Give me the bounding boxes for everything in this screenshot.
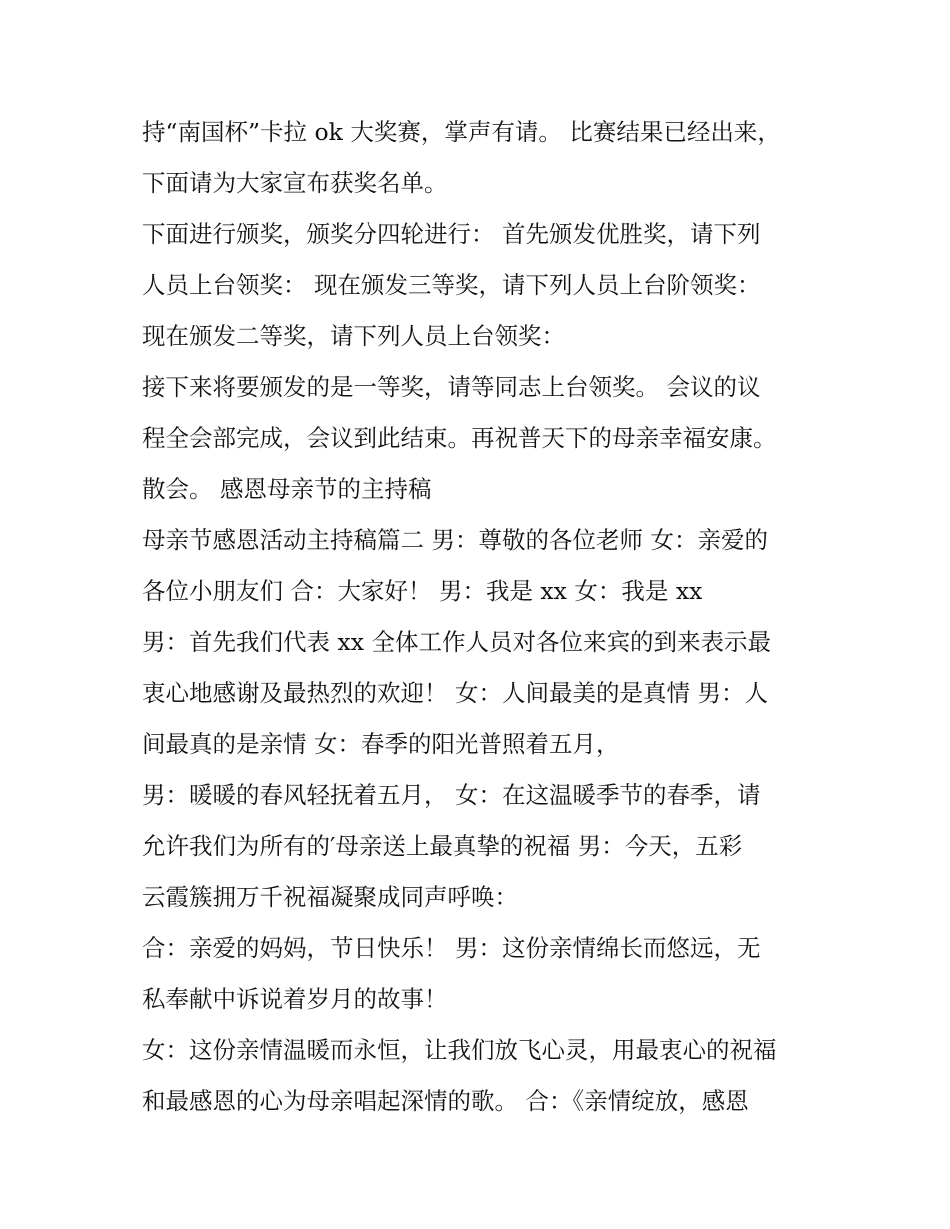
text-line: 女：这份亲情温暖而永恒，让我们放飞心灵，用最衷心的祝福	[142, 1036, 777, 1064]
text-line: 持“南国杯”卡拉 ok 大奖赛，掌声有请。 比赛结果已经出来，	[142, 118, 781, 146]
text-line: 和最感恩的心为母亲唱起深情的歌。 合：《亲情绽放，感恩	[142, 1087, 749, 1115]
text-line: 下面请为大家宣布获奖名单。	[142, 169, 448, 197]
text-line: 男：首先我们代表 xx 全体工作人员对各位来宾的到来表示最	[142, 628, 771, 656]
text-line: 合：亲爱的妈妈，节日快乐！ 男：这份亲情绵长而悠远，无	[142, 934, 761, 962]
text-line: 程全会部完成，会议到此结束。再祝普天下的母亲幸福安康。	[142, 424, 777, 452]
text-line: 男：暖暖的春风轻抚着五月， 女：在这温暖季节的春季，请	[142, 781, 761, 809]
text-line: 各位小朋友们 合：大家好！ 男：我是 xx 女：我是 xx	[142, 577, 703, 605]
text-line: 允许我们为所有的′母亲送上最真挚的祝福 男：今天，五彩	[142, 832, 743, 860]
text-line: 接下来将要颁发的是一等奖，请等同志上台领奖。 会议的议	[142, 373, 761, 401]
text-line: 母亲节感恩活动主持稿篇二 男：尊敬的各位老师 女：亲爱的	[142, 526, 768, 554]
document-body-text	[142, 107, 842, 1127]
text-line: 下面进行颁奖，颁奖分四轮进行： 首先颁发优胜奖，请下列	[142, 220, 761, 248]
text-line: 云霞簇拥万千祝福凝聚成同声呼唤：	[142, 883, 518, 911]
text-line: 衷心地感谢及最热烈的欢迎！ 女：人间最美的是真情 男：人	[142, 679, 768, 707]
text-line: 间最真的是亲情 女：春季的阳光普照着五月，	[142, 730, 620, 758]
text-line: 散会。 感恩母亲节的主持稿	[142, 475, 432, 503]
text-line: 现在颁发二等奖，请下列人员上台领奖：	[142, 322, 565, 350]
text-line: 人员上台领奖： 现在颁发三等奖，请下列人员上台阶领奖：	[142, 271, 761, 299]
text-line: 私奉献中诉说着岁月的故事！	[142, 985, 448, 1013]
